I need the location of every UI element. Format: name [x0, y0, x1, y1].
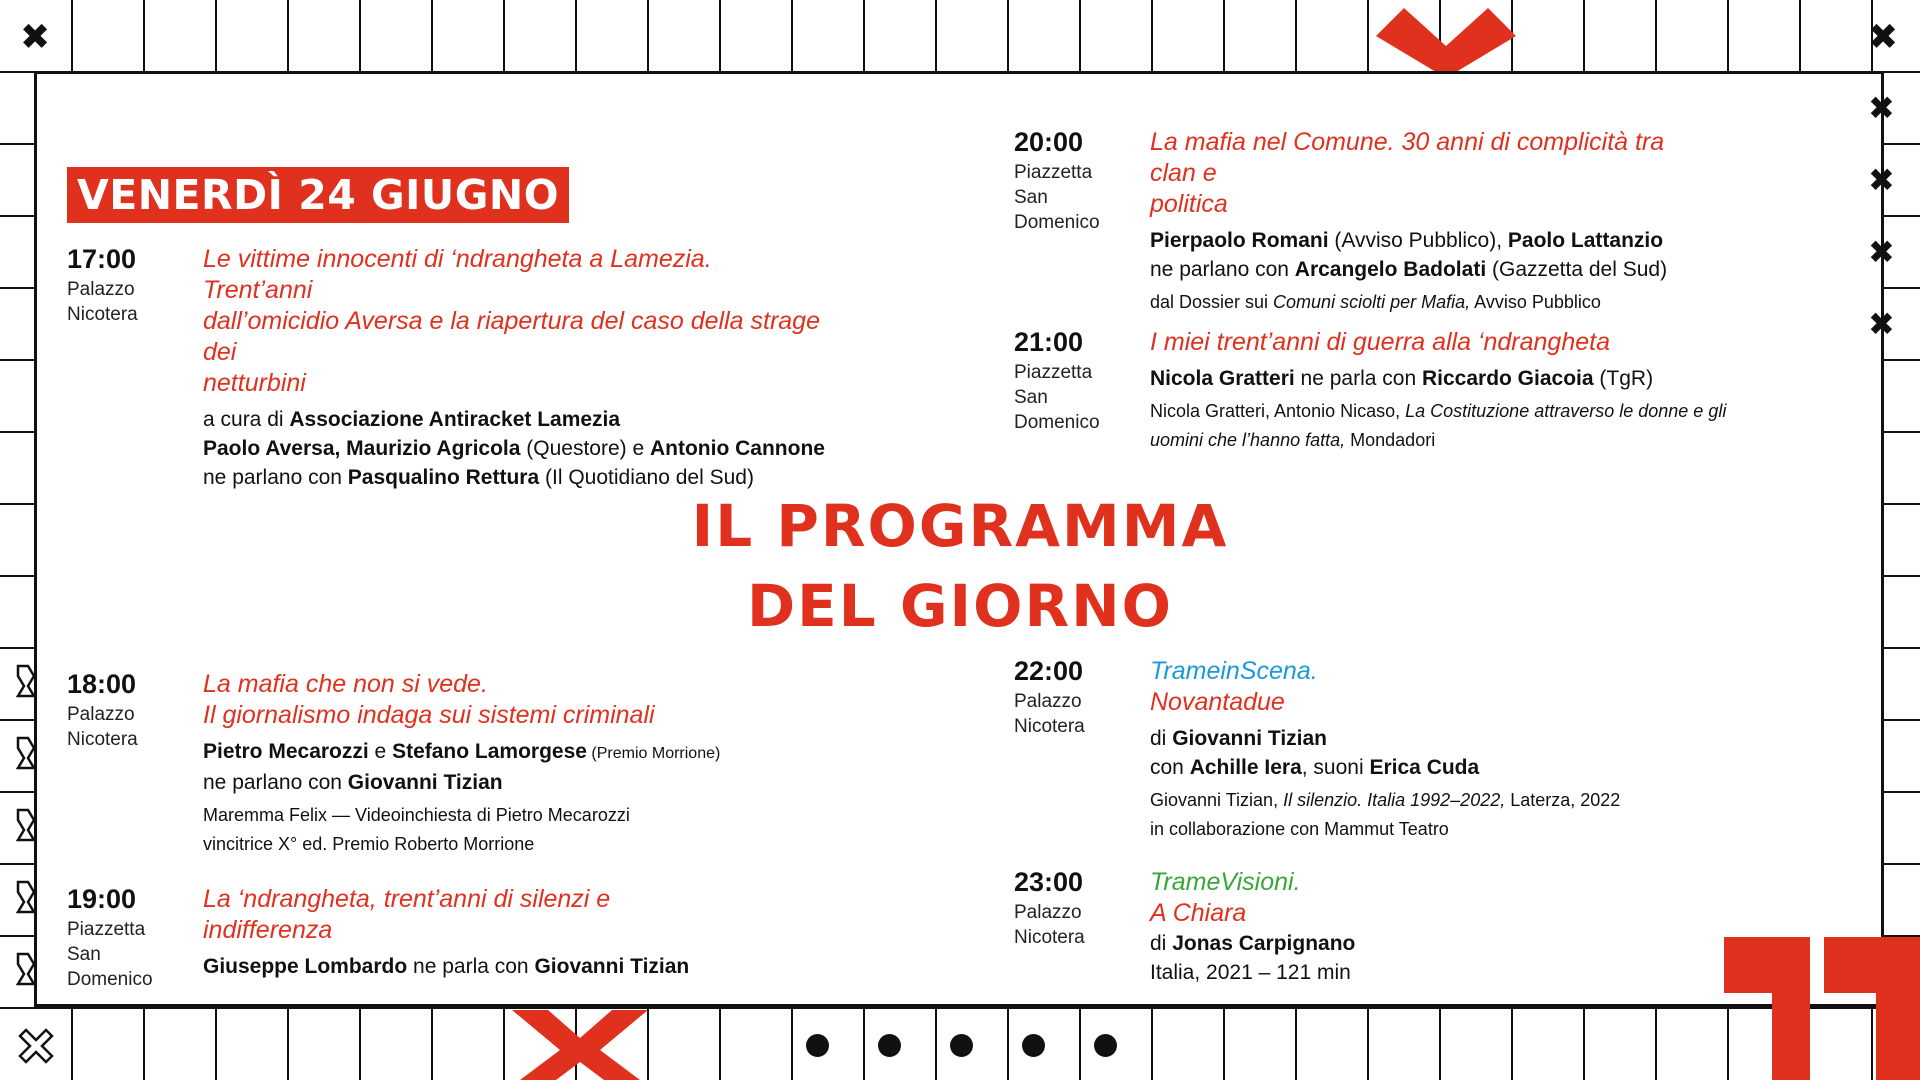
title-line: Il giornalismo indaga sui sistemi criminali [203, 701, 655, 729]
venue-line: Nicotera [67, 304, 138, 325]
event-time: 23:00 [1014, 867, 1084, 897]
venue-line: Palazzo [1014, 902, 1082, 923]
event-detail: Italia, 2021 – 121 min [1150, 961, 1351, 984]
venue-line: Palazzo [67, 279, 135, 300]
venue-line: San Domenico [1014, 187, 1100, 233]
event-venue [67, 277, 138, 327]
title-line: dall’omicidio Aversa e la riapertura del caso della strage dei [203, 307, 820, 366]
event-detail: ne parlano con Giovanni Tizian [203, 771, 503, 794]
event-detail: di Giovanni Tizian [1150, 727, 1327, 750]
event-note: dal Dossier sui Comuni sciolti per Mafia, Avviso Pubblico [1150, 292, 1601, 312]
event-title [203, 244, 825, 399]
event-time: 18:00 [67, 669, 137, 699]
red-cross-bottom [512, 1010, 648, 1080]
event-venue [1014, 900, 1085, 950]
event-detail: con Achille Iera, suoni Erica Cuda [1150, 756, 1480, 779]
cross-icon-right-3: ✖ [1868, 233, 1895, 271]
dot [878, 1034, 901, 1057]
title-line: Novantadue [1150, 688, 1285, 716]
event-note: in collaborazione con Mammut Teatro [1150, 819, 1449, 839]
cross-icon-right-4: ✖ [1868, 305, 1895, 343]
event-body [1150, 867, 1355, 987]
event-detail: a cura di Associazione Antiracket Lamezia [203, 408, 621, 431]
event-note: uomini che l’hanno fatta, Mondadori [1150, 430, 1436, 450]
headline-line-1: IL PROGRAMMA [691, 492, 1229, 560]
event-note: vincitrice X° ed. Premio Roberto Morrione [203, 834, 535, 854]
event-title [1150, 867, 1355, 898]
title-line: TrameVisioni. [1150, 868, 1301, 896]
title-line: A Chiara [1150, 899, 1247, 927]
event-title [203, 669, 720, 731]
venue-line: Piazzetta [1014, 162, 1093, 183]
title-line: Le vittime innocenti di ‘ndrangheta a Lamezia. Trent’anni [203, 245, 712, 304]
title-line: La mafia che non si vede. [203, 670, 488, 698]
event-body [1150, 327, 1726, 455]
title-line: I miei trent’anni di guerra alla ‘ndrangheta [1150, 328, 1610, 356]
venue-line: Palazzo [1014, 691, 1082, 712]
event-venue [1014, 160, 1100, 235]
event-body [203, 669, 720, 859]
day-banner: VENERDÌ 24 GIUGNO [67, 167, 569, 223]
event-detail: Nicola Gratteri ne parla con Riccardo Giacoia (TgR) [1150, 367, 1654, 390]
dot [1094, 1034, 1117, 1057]
dot [1022, 1034, 1045, 1057]
event-body [203, 244, 825, 492]
eleven-logo [1724, 937, 1920, 1080]
red-chevron-top [1376, 8, 1516, 78]
event-detail: Pietro Mecarozzi e Stefano Lamorgese (Premio Morrione) [203, 740, 721, 763]
event-venue [1014, 360, 1100, 435]
venue-line: Nicotera [1014, 716, 1085, 737]
dot [950, 1034, 973, 1057]
venue-line: San Domenico [1014, 387, 1100, 433]
event-venue [67, 702, 138, 752]
event-note: Maremma Felix — Videoinchiesta di Pietro Mecarozzi [203, 805, 630, 825]
event-venue [67, 917, 153, 992]
event-title [1150, 327, 1726, 358]
event-time: 17:00 [67, 244, 137, 274]
event-detail: ne parlano con Pasqualino Rettura (Il Quotidiano del Sud) [203, 466, 754, 489]
event-title [1150, 656, 1620, 718]
cross-icon-top-right: ✖ [1868, 17, 1899, 58]
venue-line: Nicotera [67, 729, 138, 750]
title-line: TrameinScena. [1150, 657, 1318, 685]
venue-line: Nicotera [1014, 927, 1085, 948]
event-detail: Pierpaolo Romani (Avviso Pubblico), Paolo Lattanzio [1150, 229, 1664, 252]
event-time: 22:00 [1014, 656, 1084, 686]
event-detail: di Jonas Carpignano [1150, 932, 1356, 955]
event-body [1150, 656, 1620, 844]
event-venue [1014, 689, 1085, 739]
title-line: La ‘ndrangheta, trent’anni di silenzi e indifferenza [203, 885, 611, 944]
cross-icon-top-left: ✖ [20, 17, 51, 58]
venue-line: Palazzo [67, 704, 135, 725]
venue-line: San Domenico [67, 944, 153, 990]
event-body [1150, 127, 1667, 317]
dot [806, 1034, 829, 1057]
venue-line: Piazzetta [1014, 362, 1093, 383]
cross-icon-right-2: ✖ [1868, 161, 1895, 199]
event-detail: Paolo Aversa, Maurizio Agricola (Questore) e Antonio Cannone [203, 437, 825, 460]
outline-cross-icon-bottom-left [18, 1028, 54, 1064]
event-title [1150, 127, 1667, 220]
title-line: netturbini [203, 369, 306, 397]
event-detail: ne parlano con Arcangelo Badolati (Gazzetta del Sud) [1150, 258, 1668, 281]
event-time: 21:00 [1014, 327, 1084, 357]
venue-line: Piazzetta [67, 919, 146, 940]
event-note: Giovanni Tizian, Il silenzio. Italia 1992–2022, Laterza, 2022 [1150, 790, 1621, 810]
event-title [1150, 898, 1355, 929]
cross-icon-right-1: ✖ [1868, 89, 1895, 127]
event-note: Nicola Gratteri, Antonio Nicaso, La Costituzione attraverso le donne e gli [1150, 401, 1727, 421]
title-line: politica [1150, 190, 1228, 218]
event-title [203, 884, 689, 946]
event-time: 19:00 [67, 884, 137, 914]
event-detail: Giuseppe Lombardo ne parla con Giovanni Tizian [203, 955, 690, 978]
page-headline [620, 486, 1300, 646]
event-time: 20:00 [1014, 127, 1084, 157]
event-body [203, 884, 689, 981]
headline-line-2: DEL GIORNO [747, 572, 1173, 640]
outline-mark-icons-left [14, 664, 38, 994]
title-line: La mafia nel Comune. 30 anni di complicità tra clan e [1150, 128, 1665, 187]
